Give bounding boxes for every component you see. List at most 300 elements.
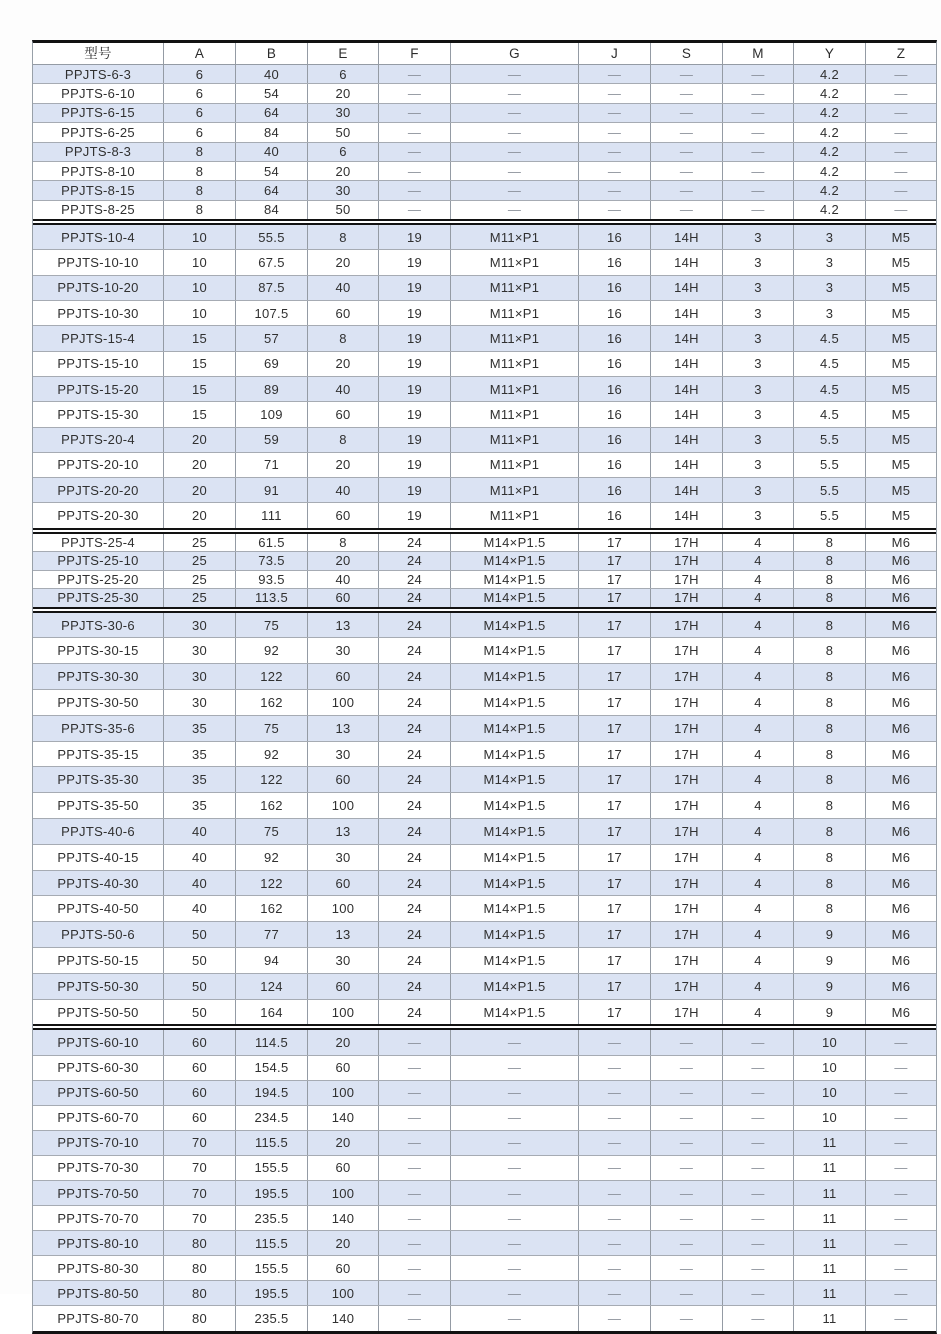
table-cell: 10	[794, 1030, 866, 1054]
table-row	[33, 326, 936, 351]
table-cell: 40	[236, 143, 308, 161]
table-cell: M6	[891, 617, 911, 633]
table-cell: 80	[164, 1306, 236, 1330]
table-cell: —	[579, 1131, 651, 1155]
table-cell: M5	[891, 482, 911, 498]
table-cell: —	[723, 1030, 794, 1054]
table-cell: 140	[308, 1106, 379, 1130]
table-cell: 124	[236, 974, 308, 999]
table-cell: 50	[164, 922, 236, 947]
table-cell: M5	[891, 457, 911, 473]
table-header-row	[33, 43, 936, 65]
table-cell: 3	[723, 377, 794, 401]
column-header: J	[579, 43, 651, 64]
table-cell: —	[723, 1306, 794, 1330]
table-cell: 25	[164, 534, 236, 552]
table-cell: 4	[723, 552, 794, 570]
table-cell: 13	[308, 613, 379, 638]
table-cell: M6	[891, 590, 911, 606]
table-row	[33, 1256, 936, 1281]
table-cell: 24	[379, 767, 451, 792]
table-cell: 11	[794, 1256, 866, 1280]
table-cell: 16	[579, 377, 651, 401]
table-cell: 24	[379, 845, 451, 870]
table-cell: 16	[579, 352, 651, 376]
table-cell: M14×P1.5	[451, 716, 579, 741]
table-cell: 17H	[651, 552, 723, 570]
table-cell: 9	[794, 1000, 866, 1025]
table-cell: 4.2	[794, 201, 866, 219]
table-cell: 100	[308, 1081, 379, 1105]
table-cell: 16	[579, 453, 651, 477]
table-cell: 60	[308, 503, 379, 527]
table-cell: 8	[794, 552, 866, 570]
table-cell: —	[379, 1281, 451, 1305]
table-cell: 11	[794, 1131, 866, 1155]
table-cell: 24	[379, 742, 451, 767]
table-cell: 20	[308, 1131, 379, 1155]
table-cell: 8	[794, 571, 866, 589]
table-cell: —	[651, 1181, 723, 1205]
table-cell: M11×P1	[451, 276, 579, 300]
table-cell: —	[379, 1131, 451, 1155]
table-cell: —	[723, 1231, 794, 1255]
table-cell: 24	[379, 589, 451, 607]
model-cell: PPJTS-50-15	[33, 948, 164, 973]
table-cell: 15	[164, 402, 236, 426]
table-cell: 17H	[651, 638, 723, 663]
table-cell: 77	[236, 922, 308, 947]
table-cell: 8	[164, 201, 236, 219]
table-cell: 60	[164, 1056, 236, 1080]
table-cell: 94	[236, 948, 308, 973]
table-cell: —	[379, 181, 451, 199]
table-cell: 19	[379, 478, 451, 502]
table-cell: —	[723, 1081, 794, 1105]
table-row	[33, 552, 936, 571]
table-cell: —	[579, 1106, 651, 1130]
table-cell: M14×P1.5	[451, 767, 579, 792]
column-header: M	[723, 43, 794, 64]
model-cell: PPJTS-25-4	[33, 534, 164, 552]
table-cell: 50	[164, 974, 236, 999]
table-cell: 14H	[651, 326, 723, 350]
table-cell: 8	[794, 589, 866, 607]
table-cell: 100	[308, 793, 379, 818]
table-cell: 15	[164, 352, 236, 376]
table-row	[33, 664, 936, 690]
model-cell: PPJTS-6-25	[33, 123, 164, 141]
table-cell: 20	[308, 250, 379, 274]
table-cell: M6	[891, 849, 911, 865]
table-cell: 162	[236, 690, 308, 715]
table-cell: 4	[723, 613, 794, 638]
table-cell: 19	[379, 326, 451, 350]
model-cell: PPJTS-15-20	[33, 377, 164, 401]
table-cell: 4	[723, 638, 794, 663]
table-cell: 60	[308, 589, 379, 607]
table-cell: 80	[164, 1231, 236, 1255]
model-cell: PPJTS-40-15	[33, 845, 164, 870]
table-cell: 11	[794, 1156, 866, 1180]
table-cell: 4	[723, 571, 794, 589]
model-cell: PPJTS-70-50	[33, 1181, 164, 1205]
table-cell: M6	[891, 694, 911, 710]
table-cell: —	[894, 1285, 908, 1301]
model-cell: PPJTS-60-50	[33, 1081, 164, 1105]
table-cell: 6	[164, 84, 236, 102]
table-cell: —	[579, 143, 651, 161]
table-cell: 24	[379, 552, 451, 570]
table-cell: 3	[723, 352, 794, 376]
table-row	[33, 143, 936, 162]
table-cell: —	[579, 1181, 651, 1205]
table-row	[33, 742, 936, 768]
table-row	[33, 1231, 936, 1256]
model-cell: PPJTS-20-10	[33, 453, 164, 477]
table-cell: 3	[723, 276, 794, 300]
table-cell: 4	[723, 767, 794, 792]
table-cell: 92	[236, 845, 308, 870]
table-row	[33, 845, 936, 871]
model-cell: PPJTS-50-6	[33, 922, 164, 947]
table-cell: —	[451, 1056, 579, 1080]
table-cell: M5	[891, 280, 911, 296]
table-cell: M14×P1.5	[451, 1000, 579, 1025]
table-cell: —	[894, 202, 908, 218]
table-cell: M6	[891, 798, 911, 814]
table-cell: —	[579, 162, 651, 180]
table-cell: 6	[308, 65, 379, 83]
table-row	[33, 123, 936, 142]
table-cell: 3	[794, 276, 866, 300]
table-cell: 17	[579, 974, 651, 999]
table-cell: —	[651, 1030, 723, 1054]
table-cell: M6	[891, 772, 911, 788]
table-cell: 122	[236, 767, 308, 792]
table-cell: 70	[164, 1156, 236, 1180]
table-cell: —	[723, 1181, 794, 1205]
table-cell: 17H	[651, 819, 723, 844]
table-row	[33, 571, 936, 590]
table-cell: —	[894, 1260, 908, 1276]
model-cell: PPJTS-70-70	[33, 1206, 164, 1230]
table-cell: —	[651, 162, 723, 180]
table-cell: M6	[891, 1004, 911, 1020]
table-cell: 40	[164, 845, 236, 870]
table-cell: 3	[723, 326, 794, 350]
table-cell: —	[579, 123, 651, 141]
table-cell: —	[894, 1185, 908, 1201]
table-cell: —	[451, 123, 579, 141]
table-cell: 70	[164, 1131, 236, 1155]
table-cell: 4	[723, 589, 794, 607]
table-cell: —	[451, 1231, 579, 1255]
table-cell: 3	[723, 250, 794, 274]
model-cell: PPJTS-25-20	[33, 571, 164, 589]
table-cell: —	[451, 1256, 579, 1280]
table-cell: —	[379, 1106, 451, 1130]
table-row	[33, 793, 936, 819]
table-cell: M11×P1	[451, 352, 579, 376]
table-cell: 17	[579, 767, 651, 792]
table-cell: 235.5	[236, 1306, 308, 1330]
table-cell: 8	[794, 534, 866, 552]
table-cell: M6	[891, 534, 911, 550]
table-cell: 14H	[651, 377, 723, 401]
table-cell: 100	[308, 896, 379, 921]
table-cell: 67.5	[236, 250, 308, 274]
table-cell: —	[451, 84, 579, 102]
table-cell: 195.5	[236, 1181, 308, 1205]
table-cell: —	[651, 1306, 723, 1330]
table-section	[33, 225, 936, 528]
table-cell: 17H	[651, 896, 723, 921]
table-cell: 89	[236, 377, 308, 401]
table-cell: 14H	[651, 503, 723, 527]
table-row	[33, 948, 936, 974]
table-cell: M6	[891, 952, 911, 968]
table-cell: M6	[891, 571, 911, 587]
model-cell: PPJTS-80-70	[33, 1306, 164, 1330]
model-cell: PPJTS-6-3	[33, 65, 164, 83]
table-cell: M6	[891, 643, 911, 659]
table-cell: 35	[164, 716, 236, 741]
table-row	[33, 276, 936, 301]
table-cell: —	[451, 143, 579, 161]
table-cell: 3	[794, 225, 866, 249]
table-cell: 4	[723, 793, 794, 818]
table-cell: 115.5	[236, 1131, 308, 1155]
table-cell: 17	[579, 534, 651, 552]
table-cell: 57	[236, 326, 308, 350]
table-cell: 25	[164, 552, 236, 570]
table-cell: —	[651, 1231, 723, 1255]
table-cell: —	[723, 1256, 794, 1280]
table-cell: 8	[794, 742, 866, 767]
table-cell: 16	[579, 428, 651, 452]
table-cell: —	[579, 65, 651, 83]
table-row	[33, 1131, 936, 1156]
table-cell: 17	[579, 638, 651, 663]
table-cell: 24	[379, 690, 451, 715]
table-cell: 60	[308, 664, 379, 689]
table-cell: M14×P1.5	[451, 845, 579, 870]
table-cell: M14×P1.5	[451, 664, 579, 689]
table-cell: —	[379, 1231, 451, 1255]
table-row	[33, 250, 936, 275]
table-cell: M11×P1	[451, 301, 579, 325]
table-cell: 8	[794, 819, 866, 844]
table-cell: 4	[723, 742, 794, 767]
model-cell: PPJTS-8-3	[33, 143, 164, 161]
table-cell: 111	[236, 503, 308, 527]
model-cell: PPJTS-50-50	[33, 1000, 164, 1025]
table-cell: 11	[794, 1206, 866, 1230]
table-cell: 155.5	[236, 1256, 308, 1280]
table-cell: 24	[379, 638, 451, 663]
table-cell: 11	[794, 1306, 866, 1330]
table-cell: M14×P1.5	[451, 819, 579, 844]
table-cell: —	[723, 201, 794, 219]
table-cell: M6	[891, 746, 911, 762]
model-cell: PPJTS-30-50	[33, 690, 164, 715]
table-cell: 50	[164, 948, 236, 973]
table-cell: 140	[308, 1306, 379, 1330]
table-cell: —	[451, 1306, 579, 1330]
table-cell: —	[451, 181, 579, 199]
table-cell: —	[894, 1034, 908, 1050]
table-cell: 17	[579, 896, 651, 921]
table-cell: —	[894, 183, 908, 199]
model-cell: PPJTS-10-20	[33, 276, 164, 300]
table-cell: 154.5	[236, 1056, 308, 1080]
table-cell: 50	[164, 1000, 236, 1025]
table-cell: 4.2	[794, 84, 866, 102]
table-cell: —	[579, 1306, 651, 1330]
table-cell: 17	[579, 664, 651, 689]
table-cell: 20	[308, 1231, 379, 1255]
table-cell: —	[451, 104, 579, 122]
table-cell: 6	[164, 65, 236, 83]
table-cell: —	[894, 66, 908, 82]
table-row	[33, 1306, 936, 1330]
table-cell: —	[723, 104, 794, 122]
table-cell: 10	[164, 276, 236, 300]
table-cell: —	[723, 1281, 794, 1305]
table-cell: M14×P1.5	[451, 948, 579, 973]
table-cell: —	[723, 1156, 794, 1180]
table-cell: —	[451, 1081, 579, 1105]
table-cell: M14×P1.5	[451, 690, 579, 715]
model-cell: PPJTS-35-15	[33, 742, 164, 767]
table-row	[33, 1030, 936, 1055]
table-cell: M11×P1	[451, 503, 579, 527]
table-cell: —	[379, 143, 451, 161]
table-cell: 9	[794, 948, 866, 973]
table-cell: 8	[794, 871, 866, 896]
table-cell: M14×P1.5	[451, 793, 579, 818]
table-cell: 11	[794, 1181, 866, 1205]
table-cell: 35	[164, 793, 236, 818]
model-cell: PPJTS-50-30	[33, 974, 164, 999]
table-cell: M5	[891, 508, 911, 524]
table-cell: 8	[794, 716, 866, 741]
table-cell: 87.5	[236, 276, 308, 300]
table-cell: —	[894, 144, 908, 160]
table-row	[33, 352, 936, 377]
table-cell: 20	[308, 453, 379, 477]
table-cell: 60	[308, 402, 379, 426]
table-cell: 24	[379, 948, 451, 973]
table-cell: 16	[579, 402, 651, 426]
table-cell: 17	[579, 571, 651, 589]
table-cell: —	[723, 1206, 794, 1230]
table-cell: 17H	[651, 793, 723, 818]
table-cell: M5	[891, 406, 911, 422]
table-cell: 16	[579, 250, 651, 274]
table-row	[33, 1156, 936, 1181]
table-cell: —	[894, 1160, 908, 1176]
table-cell: 8	[794, 638, 866, 663]
table-cell: 24	[379, 613, 451, 638]
table-cell: —	[451, 1131, 579, 1155]
table-cell: 100	[308, 1000, 379, 1025]
table-cell: 16	[579, 478, 651, 502]
table-cell: 30	[308, 742, 379, 767]
table-row	[33, 1206, 936, 1231]
table-cell: 16	[579, 326, 651, 350]
table-cell: M6	[891, 978, 911, 994]
column-header: 型号	[33, 43, 164, 64]
table-cell: 30	[164, 613, 236, 638]
table-cell: —	[379, 1056, 451, 1080]
column-header: E	[308, 43, 379, 64]
table-cell: M5	[891, 305, 911, 321]
table-cell: —	[651, 1131, 723, 1155]
column-header: Z	[896, 45, 906, 61]
model-cell: PPJTS-8-10	[33, 162, 164, 180]
table-cell: —	[379, 1181, 451, 1205]
table-cell: 17H	[651, 613, 723, 638]
table-cell: M11×P1	[451, 453, 579, 477]
table-cell: 80	[164, 1281, 236, 1305]
table-cell: 17H	[651, 534, 723, 552]
model-cell: PPJTS-80-50	[33, 1281, 164, 1305]
model-cell: PPJTS-35-30	[33, 767, 164, 792]
table-cell: —	[451, 1206, 579, 1230]
table-row	[33, 201, 936, 219]
table-cell: 30	[308, 638, 379, 663]
table-cell: 4	[723, 664, 794, 689]
table-cell: 60	[308, 871, 379, 896]
table-cell: 122	[236, 871, 308, 896]
table-cell: —	[451, 65, 579, 83]
table-cell: 10	[164, 250, 236, 274]
table-row	[33, 896, 936, 922]
table-cell: M14×P1.5	[451, 589, 579, 607]
table-cell: 60	[308, 1056, 379, 1080]
table-cell: 15	[164, 326, 236, 350]
table-cell: —	[579, 1030, 651, 1054]
table-cell: 8	[164, 143, 236, 161]
table-cell: 17	[579, 819, 651, 844]
table-row	[33, 503, 936, 527]
column-header: B	[236, 43, 308, 64]
table-cell: 4	[723, 819, 794, 844]
table-cell: 17	[579, 552, 651, 570]
model-cell: PPJTS-80-10	[33, 1231, 164, 1255]
table-row	[33, 478, 936, 503]
table-cell: 30	[164, 638, 236, 663]
table-cell: 4.2	[794, 65, 866, 83]
table-cell: —	[379, 1306, 451, 1330]
table-cell: 8	[794, 845, 866, 870]
table-row	[33, 453, 936, 478]
model-cell: PPJTS-60-30	[33, 1056, 164, 1080]
table-cell: 19	[379, 301, 451, 325]
table-cell: 6	[164, 123, 236, 141]
table-cell: 60	[164, 1106, 236, 1130]
table-cell: M5	[891, 229, 911, 245]
table-cell: 35	[164, 742, 236, 767]
table-cell: 19	[379, 276, 451, 300]
table-cell: —	[451, 201, 579, 219]
table-cell: 114.5	[236, 1030, 308, 1054]
model-cell: PPJTS-15-4	[33, 326, 164, 350]
table-cell: M14×P1.5	[451, 571, 579, 589]
table-cell: 109	[236, 402, 308, 426]
